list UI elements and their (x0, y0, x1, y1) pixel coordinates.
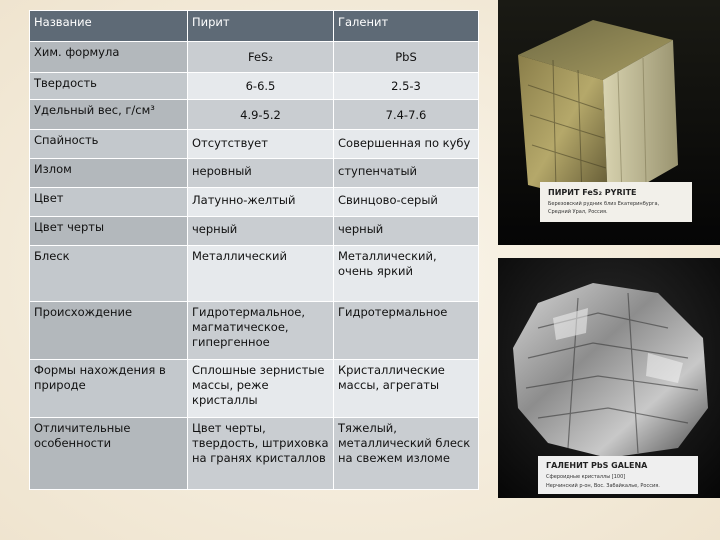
galena-value: Гидротермальное (334, 302, 479, 360)
pyrite-value: Латунно-желтый (188, 188, 334, 217)
galena-value: Совершенная по кубу (334, 130, 479, 159)
table-row (30, 302, 479, 360)
row-label: Блеск (30, 246, 188, 302)
pyrite-value: 4.9-5.2 (188, 100, 334, 130)
mineral-comparison-table (29, 10, 479, 490)
row-label: Отличительные особенности (30, 418, 188, 490)
galena-value: Металлический, очень яркий (334, 246, 479, 302)
galena-specimen-photo (498, 258, 720, 498)
table-row (30, 159, 479, 188)
galena-value: Свинцово-серый (334, 188, 479, 217)
table-row (30, 100, 479, 130)
svg-text:Средний Урал, Россия.: Средний Урал, Россия. (548, 209, 608, 215)
table-row (30, 246, 479, 302)
galena-crystal-image (498, 258, 720, 498)
table-row (30, 418, 479, 490)
row-label: Спайность (30, 130, 188, 159)
pyrite-value: черный (188, 217, 334, 246)
galena-value: ступенчатый (334, 159, 479, 188)
pyrite-crystal-image (498, 0, 720, 245)
row-label: Цвет черты (30, 217, 188, 246)
pyrite-value: неровный (188, 159, 334, 188)
row-label: Удельный вес, г/см³ (30, 100, 188, 130)
pyrite-value: FeS₂ (188, 42, 334, 73)
table-row (30, 130, 479, 159)
row-label: Формы нахождения в природе (30, 360, 188, 418)
header-galena: Галенит (334, 11, 479, 42)
row-label: Твердость (30, 73, 188, 100)
table-header-row (30, 11, 479, 42)
galena-value: 7.4-7.6 (334, 100, 479, 130)
pyrite-value: 6-6.5 (188, 73, 334, 100)
galena-value: Кристаллические массы, агрегаты (334, 360, 479, 418)
svg-text:Нерчинский р-он, Вос. Забайкал: Нерчинский р-он, Вос. Забайкалье, Россия. (546, 483, 660, 489)
table-row (30, 217, 479, 246)
galena-value: PbS (334, 42, 479, 73)
svg-text:ПИРИТ FeS₂ PYRITE: ПИРИТ FeS₂ PYRITE (548, 188, 637, 197)
table-row (30, 42, 479, 73)
pyrite-value: Сплошные зернистые массы, реже кристаллы (188, 360, 334, 418)
row-label: Цвет (30, 188, 188, 217)
pyrite-value: Металлический (188, 246, 334, 302)
galena-value: Тяжелый, металлический блеск на свежем изломе (334, 418, 479, 490)
table-row (30, 73, 479, 100)
pyrite-value: Цвет черты, твердость, штриховка на гранях кристаллов (188, 418, 334, 490)
pyrite-specimen-photo (498, 0, 720, 245)
galena-value: черный (334, 217, 479, 246)
row-label: Излом (30, 159, 188, 188)
svg-text:ГАЛЕНИТ PbS GALENA: ГАЛЕНИТ PbS GALENA (546, 461, 648, 470)
pyrite-value: Отсутствует (188, 130, 334, 159)
table-row (30, 360, 479, 418)
table-row (30, 188, 479, 217)
row-label: Происхождение (30, 302, 188, 360)
header-pyrite: Пирит (188, 11, 334, 42)
row-label: Хим. формула (30, 42, 188, 73)
svg-text:Березовский рудник близ Екатер: Березовский рудник близ Екатеринбурга, (548, 201, 660, 207)
svg-text:Сфероидные кристаллы [100]: Сфероидные кристаллы [100] (546, 474, 626, 480)
header-name: Название (30, 11, 188, 42)
galena-value: 2.5-3 (334, 73, 479, 100)
pyrite-value: Гидротермальное, магматическое, гипергенное (188, 302, 334, 360)
